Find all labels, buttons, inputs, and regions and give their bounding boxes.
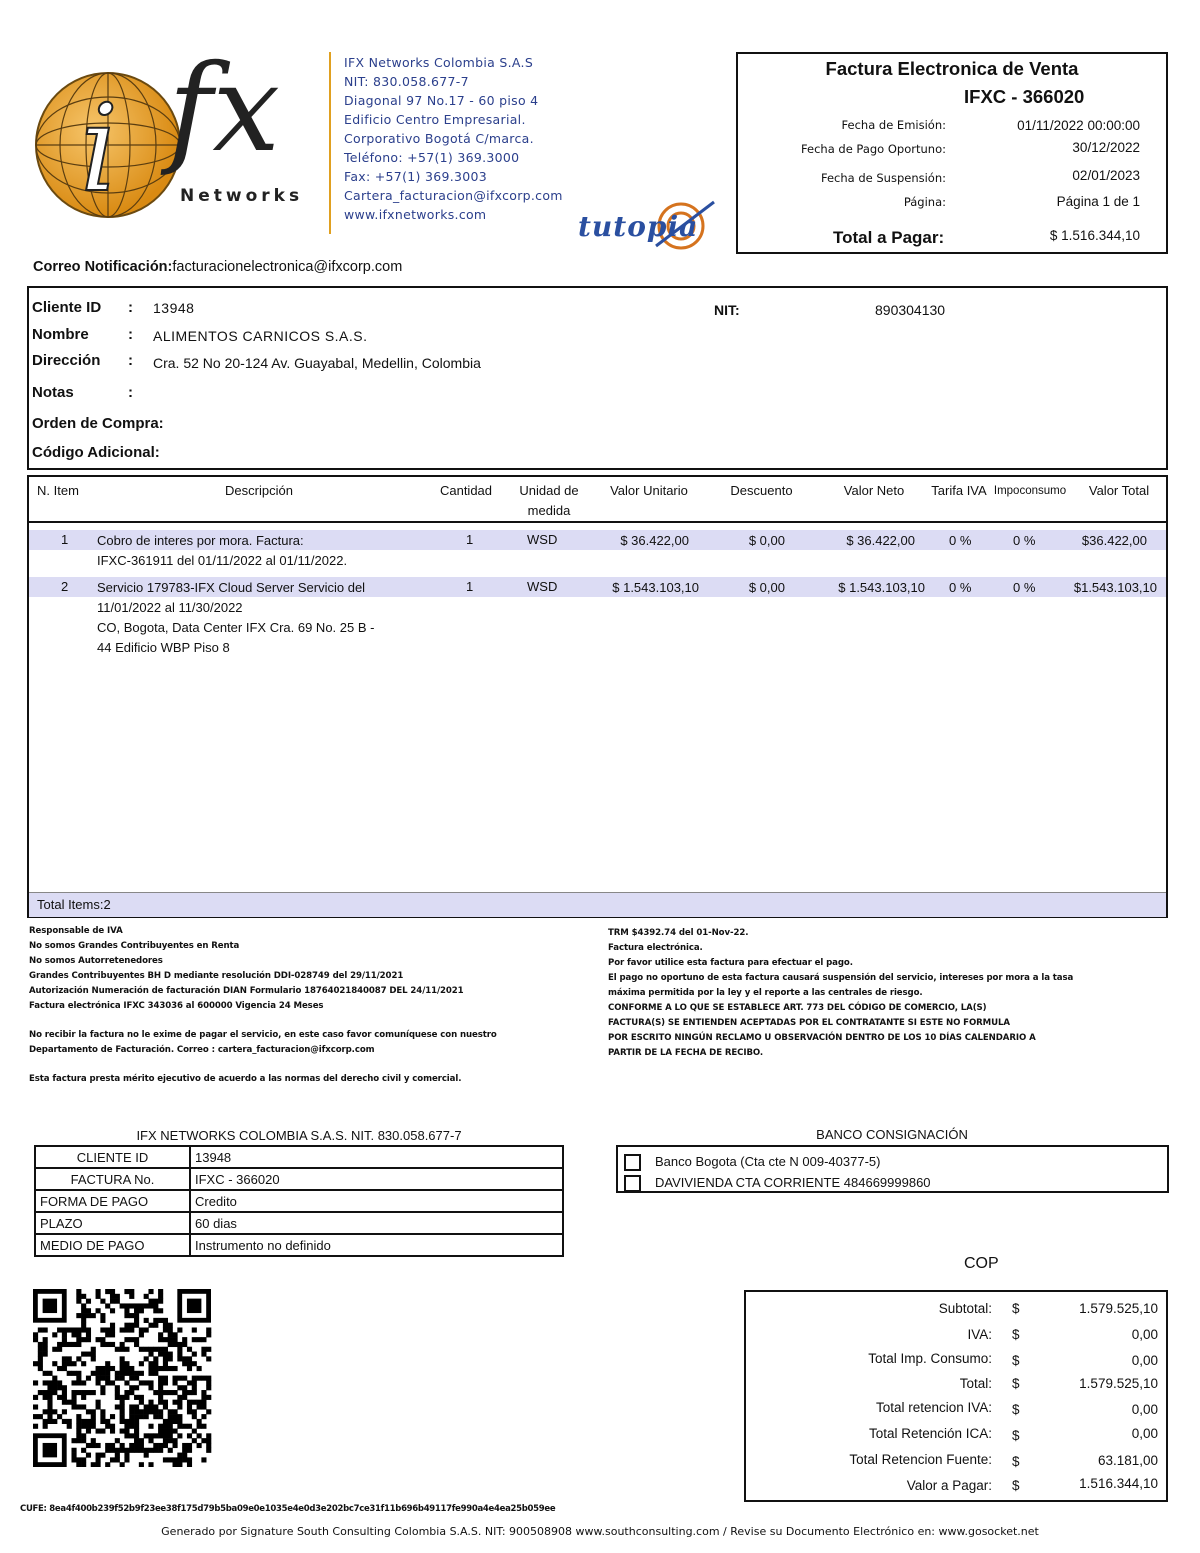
table-row — [35, 1146, 563, 1168]
total-to-pay-value: $ 1.516.344,10 — [1049, 228, 1140, 243]
payment-label: CLIENTE ID — [35, 1146, 190, 1168]
totals-value: 0,00 — [1131, 1353, 1158, 1368]
note-line: El pago no oportuno de esta factura causará suspensión del servicio, intereses por mora a la tasa — [608, 973, 1074, 983]
row-discount: $ 0,00 — [748, 580, 785, 595]
logo-networks: Networks — [180, 186, 304, 206]
logo-divider — [329, 52, 331, 234]
note-line: CONFORME A LO QUE SE ESTABLECE ART. 773 DEL CÓDIGO DE COMERCIO, LA(S) — [608, 1003, 987, 1013]
page-label: Página: — [903, 195, 946, 209]
note-line: Esta factura presta mérito ejecutivo de acuerdo a las normas del derecho civil y comercial. — [29, 1074, 462, 1084]
row-total: $36.422,00 — [1081, 533, 1147, 548]
cufe: CUFE: 8ea4f400b239f52b9f23ee38f175d79b5ba09e0e1035e4e0d3e202bc7ce31f11b696b49117fe990a4e4ea25b059ee — [20, 1504, 556, 1514]
qr-code-icon — [33, 1289, 215, 1467]
colon: : — [128, 326, 133, 343]
totals-row — [746, 1426, 1166, 1450]
totals-label: Valor a Pagar: — [906, 1478, 992, 1493]
company-line: Fax: +57(1) 369.3003 — [344, 169, 487, 184]
colon: : — [128, 384, 133, 401]
col-tax: Tarifa IVA — [931, 483, 987, 498]
total-to-pay-label: Total a Pagar: — [833, 228, 945, 247]
totals-value: 1.516.344,10 — [1079, 1476, 1158, 1491]
bank-option[interactable] — [624, 1151, 1167, 1172]
client-id-label: Cliente ID — [32, 299, 102, 316]
note-line: Por favor utilice esta factura para efectuar el pago. — [608, 958, 853, 968]
note-line: Autorización Numeración de facturación DIAN Formulario 18764021840087 DEL 24/11/2021 — [29, 986, 464, 996]
notes-left — [29, 924, 589, 1087]
payment-value: Instrumento no definido — [190, 1234, 563, 1256]
note-line — [29, 1058, 589, 1072]
totals-currency: $ — [1012, 1376, 1020, 1391]
row-net: $ 36.422,00 — [846, 533, 915, 548]
payment-value: Credito — [190, 1190, 563, 1212]
totals-row — [746, 1400, 1166, 1424]
row-impoconsumo: 0 % — [1013, 580, 1036, 595]
row-description — [97, 578, 374, 658]
logo-letter: i — [80, 80, 119, 219]
payment-label: FACTURA No. — [35, 1168, 190, 1190]
totals-value: 0,00 — [1131, 1327, 1158, 1342]
due-date-value: 30/12/2022 — [1072, 140, 1140, 155]
client-nit-value: 890304130 — [875, 302, 946, 318]
notification-value: facturacionelectronica@ifxcorp.com — [172, 259, 403, 275]
footer: Generado por Signature South Consulting Colombia S.A.S. NIT: 900508908 www.southconsulting.com / Revise su Documento Electrónico en: www.gosocket.net — [161, 1525, 1039, 1538]
totals-value: 1.579.525,10 — [1079, 1301, 1158, 1316]
row-impoconsumo: 0 % — [1013, 533, 1036, 548]
col-net: Valor Neto — [843, 483, 905, 498]
totals-label: Subtotal: — [938, 1301, 992, 1316]
invoice-number: IFXC - 366020 — [964, 86, 1085, 107]
table-row — [35, 1168, 563, 1190]
note-line: Grandes Contribuyentes BH D mediante resolución DDI-028749 del 29/11/2021 — [29, 971, 404, 981]
checkbox[interactable] — [624, 1175, 641, 1192]
invoice-title: Factura Electronica de Venta — [825, 58, 1079, 79]
total-items: Total Items:2 — [29, 892, 1166, 917]
table-header — [29, 477, 1166, 523]
colon: : — [128, 299, 133, 316]
col-unit-price: Valor Unitario — [610, 483, 688, 498]
note-line: Factura electrónica IFXC 343036 al 600000 Vigencia 24 Meses — [29, 1001, 324, 1011]
company-line: Edificio Centro Empresarial. — [344, 112, 526, 127]
totals-currency: $ — [1012, 1327, 1020, 1342]
table-row — [29, 530, 1166, 574]
table-row — [29, 577, 1166, 661]
totals-row — [746, 1376, 1166, 1400]
due-date-label: Fecha de Pago Oportuno: — [801, 142, 946, 156]
table-row — [35, 1212, 563, 1234]
client-address-value: Cra. 52 No 20-124 Av. Guayabal, Medellin, Colombia — [153, 355, 481, 371]
notification-label: Correo Notificación: — [33, 259, 173, 275]
totals-currency: $ — [1012, 1454, 1020, 1469]
totals-currency: $ — [1012, 1402, 1020, 1417]
col-impoconsumo: Impoconsumo — [993, 485, 1067, 497]
row-description-line: Cobro de interes por mora. Factura: — [97, 533, 304, 548]
row-unit: WSD — [527, 532, 558, 547]
row-description — [97, 531, 347, 571]
note-line: Responsable de IVA — [29, 926, 123, 936]
company-line: Teléfono: +57(1) 369.3000 — [344, 150, 520, 165]
bank-option-label: Banco Bogota (Cta cte N 009-40377-5) — [655, 1154, 881, 1169]
col-item: N. Item — [37, 483, 79, 498]
company-info — [344, 53, 563, 224]
note-line: No somos Grandes Contribuyentes en Renta — [29, 941, 240, 951]
totals-label: Total Retención ICA: — [868, 1426, 992, 1441]
client-name-value: ALIMENTOS CARNICOS S.A.S. — [153, 328, 368, 344]
row-item-number: 2 — [61, 579, 69, 594]
note-line: FACTURA(S) SE ENTIENDEN ACEPTADAS POR EL CONTRATANTE SI ESTE NO FORMULA — [608, 1018, 1010, 1028]
totals-currency: $ — [1012, 1478, 1020, 1493]
logo-fx: fx — [168, 40, 281, 179]
items-table — [27, 475, 1168, 918]
colon: : — [128, 352, 133, 369]
notification-email — [33, 259, 402, 275]
emission-date-value: 01/11/2022 00:00:00 — [1017, 118, 1140, 133]
row-description-line: IFXC-361911 del 01/11/2022 al 01/11/2022. — [97, 553, 348, 568]
row-description-line: 44 Edificio WBP Piso 8 — [97, 640, 230, 655]
additional-code-label: Código Adicional: — [32, 444, 160, 461]
totals-row — [746, 1327, 1166, 1351]
col-total: Valor Total — [1088, 483, 1150, 498]
totals-value: 1.579.525,10 — [1079, 1376, 1158, 1391]
col-unit: Unidad de medida — [519, 483, 579, 518]
checkbox[interactable] — [624, 1154, 641, 1171]
client-nit-label: NIT: — [714, 302, 740, 318]
totals-box — [744, 1290, 1168, 1502]
currency-label: COP — [964, 1255, 999, 1272]
row-tax: 0 % — [949, 580, 972, 595]
client-notes-label: Notas — [32, 384, 74, 401]
company-line: Corporativo Bogotá C/marca. — [344, 131, 534, 146]
row-item-number: 1 — [61, 532, 69, 547]
totals-label: Total Retencion Fuente: — [849, 1452, 992, 1467]
col-description: Descripción — [225, 483, 293, 498]
payment-label: PLAZO — [35, 1212, 190, 1234]
totals-label: Total retencion IVA: — [875, 1400, 992, 1415]
row-quantity: 1 — [466, 579, 474, 594]
page-value: Página 1 de 1 — [1056, 194, 1140, 209]
bank-option-label: DAVIVIENDA CTA CORRIENTE 484669999860 — [655, 1175, 931, 1190]
client-name-label: Nombre — [32, 326, 89, 343]
payment-value: 13948 — [190, 1146, 563, 1168]
row-tax: 0 % — [949, 533, 972, 548]
tutopia-text: tutopia — [578, 210, 699, 243]
suspension-date-value: 02/01/2023 — [1072, 168, 1140, 183]
payment-value: IFXC - 366020 — [190, 1168, 563, 1190]
qr-code — [33, 1289, 215, 1467]
tutopia-logo — [576, 196, 726, 254]
row-description-line: 11/01/2022 al 11/30/2022 — [97, 600, 243, 615]
totals-label: Total: — [959, 1376, 992, 1391]
bank-box — [616, 1145, 1169, 1193]
totals-row — [746, 1351, 1166, 1375]
note-line: máxima permitida por la ley y el reporte a las centrales de riesgo. — [608, 988, 923, 998]
totals-currency: $ — [1012, 1428, 1020, 1443]
emission-date-label: Fecha de Emisión: — [841, 118, 946, 132]
totals-label: Total Imp. Consumo: — [868, 1351, 992, 1366]
suspension-date-label: Fecha de Suspensión: — [820, 171, 946, 185]
ifx-logo — [28, 40, 308, 240]
payment-info-title: IFX NETWORKS COLOMBIA S.A.S. NIT. 830.058.677-7 — [136, 1128, 462, 1143]
invoice-header-box — [736, 52, 1168, 254]
note-line: Departamento de Facturación. Correo : cartera_facturacion@ifxcorp.com — [29, 1045, 375, 1055]
row-unit-price: $ 36.422,00 — [620, 533, 689, 548]
note-line: PARTIR DE LA FECHA DE RECIBO. — [608, 1048, 764, 1058]
note-line: POR ESCRITO NINGÚN RECLAMO U OBSERVACIÓN DENTRO DE LOS 10 DÍAS CALENDARIO A — [608, 1033, 1036, 1043]
bank-option[interactable] — [624, 1172, 1167, 1193]
note-line: No recibir la factura no le exime de pagar el servicio, en este caso favor comuníquese con nuestro — [29, 1030, 497, 1040]
table-row — [35, 1190, 563, 1212]
row-quantity: 1 — [466, 532, 474, 547]
company-line: Cartera_facturacion@ifxcorp.com — [344, 188, 563, 203]
company-line: Diagonal 97 No.17 - 60 piso 4 — [344, 93, 539, 108]
row-net: $ 1.543.103,10 — [838, 580, 925, 595]
bank-title: BANCO CONSIGNACIÓN — [816, 1127, 968, 1142]
row-unit: WSD — [527, 579, 558, 594]
table-row — [35, 1234, 563, 1256]
note-line: Factura electrónica. — [608, 943, 703, 953]
totals-row — [746, 1301, 1166, 1325]
totals-value: 63.181,00 — [1097, 1453, 1158, 1468]
col-quantity: Cantidad — [439, 483, 493, 498]
client-id-value: 13948 — [153, 300, 195, 316]
payment-label: MEDIO DE PAGO — [35, 1234, 190, 1256]
row-unit-price: $ 1.543.103,10 — [612, 580, 699, 595]
client-box — [27, 286, 1168, 470]
notes-right — [608, 926, 1168, 1061]
client-address-label: Dirección — [32, 352, 101, 369]
totals-label: IVA: — [967, 1327, 992, 1342]
payment-value: 60 dias — [190, 1212, 563, 1234]
note-line: TRM $4392.74 del 01-Nov-22. — [608, 928, 749, 938]
note-line: No somos Autorretenedores — [29, 956, 163, 966]
row-total: $1.543.103,10 — [1073, 580, 1157, 595]
company-line: IFX Networks Colombia S.A.S — [344, 55, 534, 70]
row-discount: $ 0,00 — [748, 533, 785, 548]
totals-currency: $ — [1012, 1301, 1020, 1316]
payment-info-table — [34, 1145, 564, 1257]
note-line — [29, 1014, 589, 1028]
totals-currency: $ — [1012, 1353, 1020, 1368]
purchase-order-label: Orden de Compra: — [32, 415, 164, 432]
totals-value: 0,00 — [1131, 1426, 1158, 1441]
totals-row — [746, 1478, 1166, 1502]
totals-value: 0,00 — [1131, 1402, 1158, 1417]
row-description-line: Servicio 179783-IFX Cloud Server Servicio del — [97, 580, 366, 595]
col-discount: Descuento — [730, 483, 793, 498]
company-line: www.ifxnetworks.com — [344, 207, 487, 222]
payment-label: FORMA DE PAGO — [35, 1190, 190, 1212]
totals-row — [746, 1452, 1166, 1476]
row-description-line: CO, Bogota, Data Center IFX Cra. 69 No. 25 B - — [97, 620, 375, 635]
company-line: NIT: 830.058.677-7 — [344, 74, 469, 89]
